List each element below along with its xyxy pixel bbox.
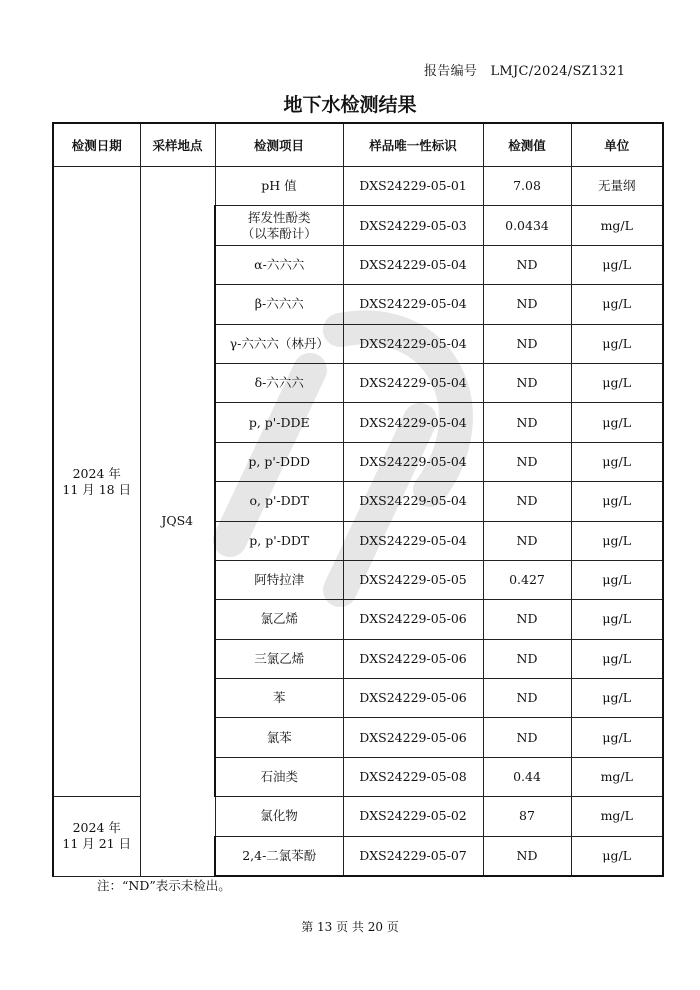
item-cell: δ-六六六 xyxy=(215,363,343,402)
unit-cell: mg/L xyxy=(571,206,663,245)
item-cell: p, p'-DDE xyxy=(215,403,343,442)
unit-cell: μg/L xyxy=(571,363,663,402)
value-cell: ND xyxy=(483,324,571,363)
unit-cell: 无量纲 xyxy=(571,167,663,206)
item-cell: γ-六六六（林丹） xyxy=(215,324,343,363)
sample-id-cell: DXS24229-05-04 xyxy=(343,482,483,521)
unit-cell: μg/L xyxy=(571,639,663,678)
item-cell: o, p'-DDT xyxy=(215,482,343,521)
sample-id-cell: DXS24229-05-04 xyxy=(343,363,483,402)
value-cell: ND xyxy=(483,639,571,678)
unit-cell: μg/L xyxy=(571,482,663,521)
sample-id-cell: DXS24229-05-04 xyxy=(343,324,483,363)
sample-id-cell: DXS24229-05-01 xyxy=(343,167,483,206)
item-cell: 2,4-二氯苯酚 xyxy=(215,836,343,876)
value-cell: ND xyxy=(483,245,571,284)
unit-cell: μg/L xyxy=(571,403,663,442)
unit-cell: μg/L xyxy=(571,521,663,560)
unit-cell: μg/L xyxy=(571,836,663,876)
item-cell: 氯乙烯 xyxy=(215,600,343,639)
column-header-date: 检测日期 xyxy=(53,123,140,167)
item-cell: 阿特拉津 xyxy=(215,560,343,599)
location-cell: JQS4 xyxy=(140,167,215,877)
item-cell: 三氯乙烯 xyxy=(215,639,343,678)
item-cell: 挥发性酚类 （以苯酚计） xyxy=(215,206,343,245)
unit-cell: μg/L xyxy=(571,600,663,639)
unit-cell: μg/L xyxy=(571,324,663,363)
value-cell: ND xyxy=(483,521,571,560)
sample-id-cell: DXS24229-05-06 xyxy=(343,600,483,639)
item-cell: 石油类 xyxy=(215,757,343,796)
table-header-row xyxy=(53,123,663,167)
value-cell: 0.0434 xyxy=(483,206,571,245)
date-cell: 2024 年 11 月 21 日 xyxy=(53,797,140,876)
value-cell: ND xyxy=(483,285,571,324)
value-cell: 7.08 xyxy=(483,167,571,206)
item-cell: 氯化物 xyxy=(215,797,343,836)
unit-cell: μg/L xyxy=(571,245,663,284)
item-cell: 苯 xyxy=(215,679,343,718)
sample-id-cell: DXS24229-05-06 xyxy=(343,639,483,678)
item-cell: p, p'-DDT xyxy=(215,521,343,560)
sample-id-cell: DXS24229-05-04 xyxy=(343,521,483,560)
item-cell: p, p'-DDD xyxy=(215,442,343,481)
sample-id-cell: DXS24229-05-06 xyxy=(343,718,483,757)
sample-id-cell: DXS24229-05-02 xyxy=(343,797,483,836)
value-cell: ND xyxy=(483,718,571,757)
item-cell: 氯苯 xyxy=(215,718,343,757)
date-cell: 2024 年 11 月 18 日 xyxy=(53,167,140,797)
value-cell: ND xyxy=(483,679,571,718)
column-header-item: 检测项目 xyxy=(215,123,343,167)
table-row xyxy=(53,167,663,206)
page-number: 第 13 页 共 20 页 xyxy=(301,920,399,934)
footnote: 注：“ND”表示未检出。 xyxy=(97,878,231,893)
table-body xyxy=(53,167,663,877)
unit-cell: μg/L xyxy=(571,285,663,324)
page-title: 地下水检测结果 xyxy=(283,94,417,116)
item-cell: pH 值 xyxy=(215,167,343,206)
unit-cell: μg/L xyxy=(571,442,663,481)
sample-id-cell: DXS24229-05-06 xyxy=(343,679,483,718)
sample-id-cell: DXS24229-05-04 xyxy=(343,285,483,324)
value-cell: ND xyxy=(483,600,571,639)
sample-id-cell: DXS24229-05-03 xyxy=(343,206,483,245)
value-cell: 0.427 xyxy=(483,560,571,599)
sample-id-cell: DXS24229-05-05 xyxy=(343,560,483,599)
unit-cell: μg/L xyxy=(571,718,663,757)
value-cell: 87 xyxy=(483,797,571,836)
value-cell: ND xyxy=(483,442,571,481)
results-table xyxy=(52,122,664,877)
value-cell: ND xyxy=(483,482,571,521)
sample-id-cell: DXS24229-05-07 xyxy=(343,836,483,876)
report-number: 报告编号 LMJC/2024/SZ1321 xyxy=(424,64,626,79)
sample-id-cell: DXS24229-05-04 xyxy=(343,403,483,442)
sample-id-cell: DXS24229-05-04 xyxy=(343,442,483,481)
item-cell: β-六六六 xyxy=(215,285,343,324)
sample-id-cell: DXS24229-05-08 xyxy=(343,757,483,796)
column-header-location: 采样地点 xyxy=(140,123,215,167)
unit-cell: μg/L xyxy=(571,560,663,599)
unit-cell: mg/L xyxy=(571,757,663,796)
column-header-value: 检测值 xyxy=(483,123,571,167)
column-header-sample-id: 样品唯一性标识 xyxy=(343,123,483,167)
unit-cell: mg/L xyxy=(571,797,663,836)
sample-id-cell: DXS24229-05-04 xyxy=(343,245,483,284)
value-cell: 0.44 xyxy=(483,757,571,796)
unit-cell: μg/L xyxy=(571,679,663,718)
item-cell: α-六六六 xyxy=(215,245,343,284)
value-cell: ND xyxy=(483,836,571,876)
column-header-unit: 单位 xyxy=(571,123,663,167)
value-cell: ND xyxy=(483,363,571,402)
value-cell: ND xyxy=(483,403,571,442)
